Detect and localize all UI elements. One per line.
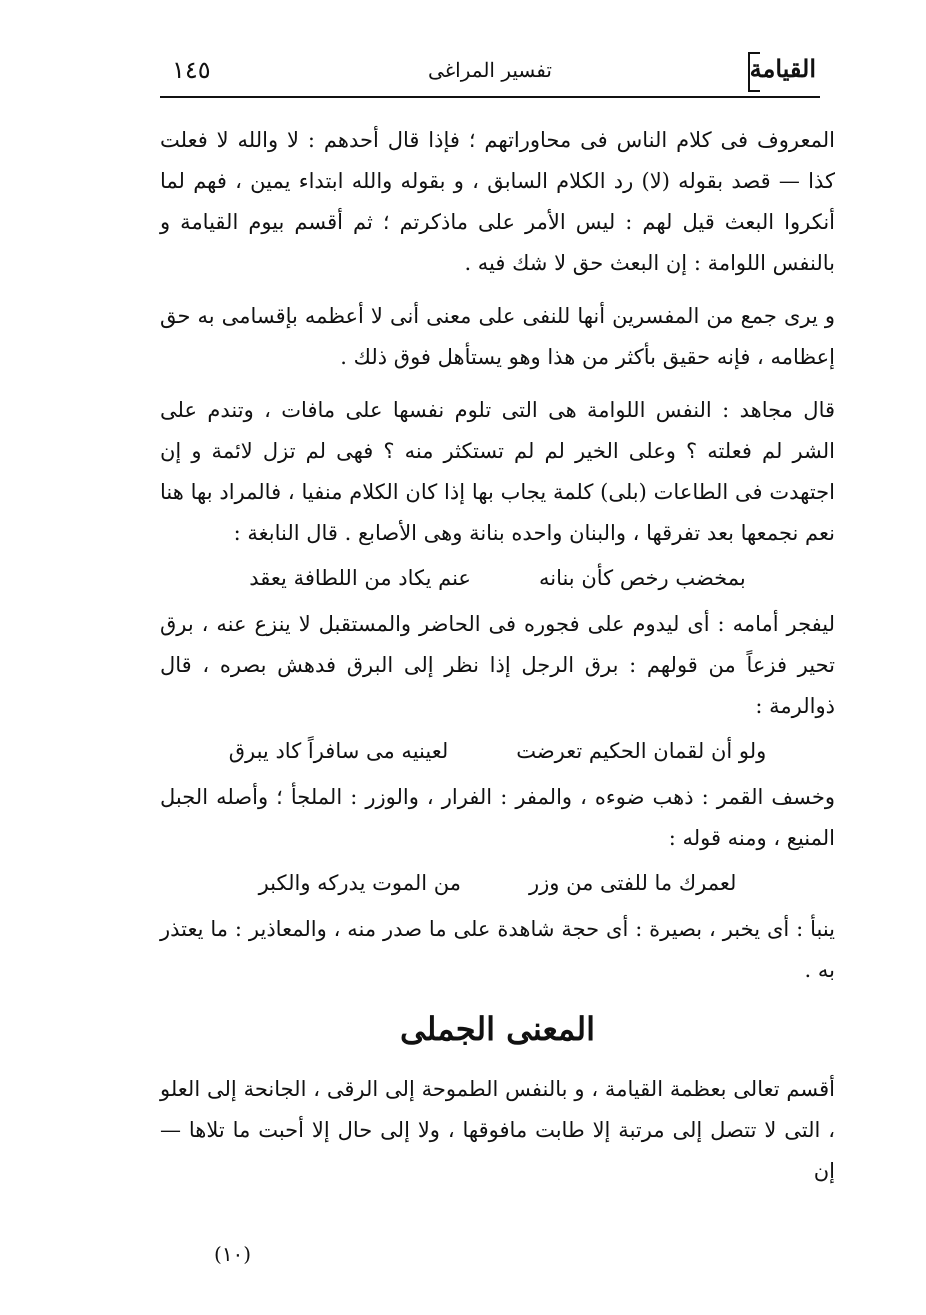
section-title: المعنى الجملى: [399, 1010, 596, 1048]
verse-1-first-half: بمخضب رخص كأن بنانه: [538, 566, 746, 590]
book-title: تفسير المراغى: [428, 58, 552, 82]
verse-2-second-half: لعينيه مى سافراً كاد يبرق: [228, 739, 449, 763]
page-number: ١٤٥: [172, 56, 211, 84]
verse-2: [160, 731, 835, 771]
signature-mark: (١٠): [214, 1242, 252, 1266]
paragraph-6: ينبأ : أى يخبر ، بصيرة : أى حجة شاهدة على ما صدر منه ، والمعاذير : ما يعتذر به .: [160, 917, 835, 982]
page-header: [160, 52, 820, 94]
verse-1-second-half: عنم يكاد من اللطافة يعقد: [249, 566, 471, 590]
paragraph-2: و يرى جمع من المفسرين أنها للنفى على معنى أنى لا أعظمه بإقسامى به حق إعظامه ، فإنه حقيق بأكثر من هذا وهو يستأهل فوق ذلك .: [160, 304, 835, 369]
paragraph-5: وخسف القمر : ذهب ضوءه ، والمفر : الفرار ، والوزر : الملجأ ؛ وأصله الجبل المنيع ، ومنه قوله :: [160, 785, 835, 850]
verse-1: [160, 558, 835, 598]
paragraph-7: أقسم تعالى بعظمة القيامة ، و بالنفس الطموحة إلى الرقى ، الجانحة إلى العلو ، التى لا تتصل إلى مرتبة إلا طابت مافوقها ، ولا إلى حال إلا أحبت ما تلاها — إن: [160, 1077, 835, 1183]
verse-2-first-half: ولو أن لقمان الحكيم تعرضت: [516, 739, 767, 763]
paragraph-3: قال مجاهد : النفس اللوامة هى التى تلوم نفسها على مافات ، وتندم على الشر لم فعلته ؟ وعلى الخير لم لم تستكثر منه ؟ فهى لم تزل لائمة و إن اجتهدت فى الطاعات (بلى) كلمة يجاب بها إذا كان الكلام منفيا ، فالمراد بها هنا نعم نجمعها بعد تفرقها ، والبنان واحده بنانة وهى الأصابع . قال النابغة :: [160, 398, 835, 545]
verse-3: [160, 863, 835, 903]
verse-3-second-half: من الموت يدركه والكبر: [258, 871, 462, 895]
header-rule: [160, 96, 820, 98]
page-body: [160, 120, 835, 1192]
paragraph-4: ليفجر أمامه : أى ليدوم على فجوره فى الحاضر والمستقبل لا ينزع عنه ، برق تحير فزعاً من قولهم : برق الرجل إذا نظر إلى البرق فدهش بصره ، قال ذوالرمة :: [160, 612, 835, 718]
paragraph-1: المعروف فى كلام الناس فى محاوراتهم ؛ فإذا قال أحدهم : لا والله لا فعلت كذا — قصد بقوله (لا) رد الكلام السابق ، و بقوله والله ابتداء يمين ، فهم لما أنكروا البعث قيل لهم : ليس الأمر على ماذكرتم ؛ ثم أقسم بيوم القيامة و بالنفس اللوامة : إن البعث حق لا شك فيه .: [160, 128, 835, 275]
verse-3-first-half: لعمرك ما للفتى من وزر: [529, 871, 737, 895]
surah-name: القيامة: [749, 54, 816, 83]
